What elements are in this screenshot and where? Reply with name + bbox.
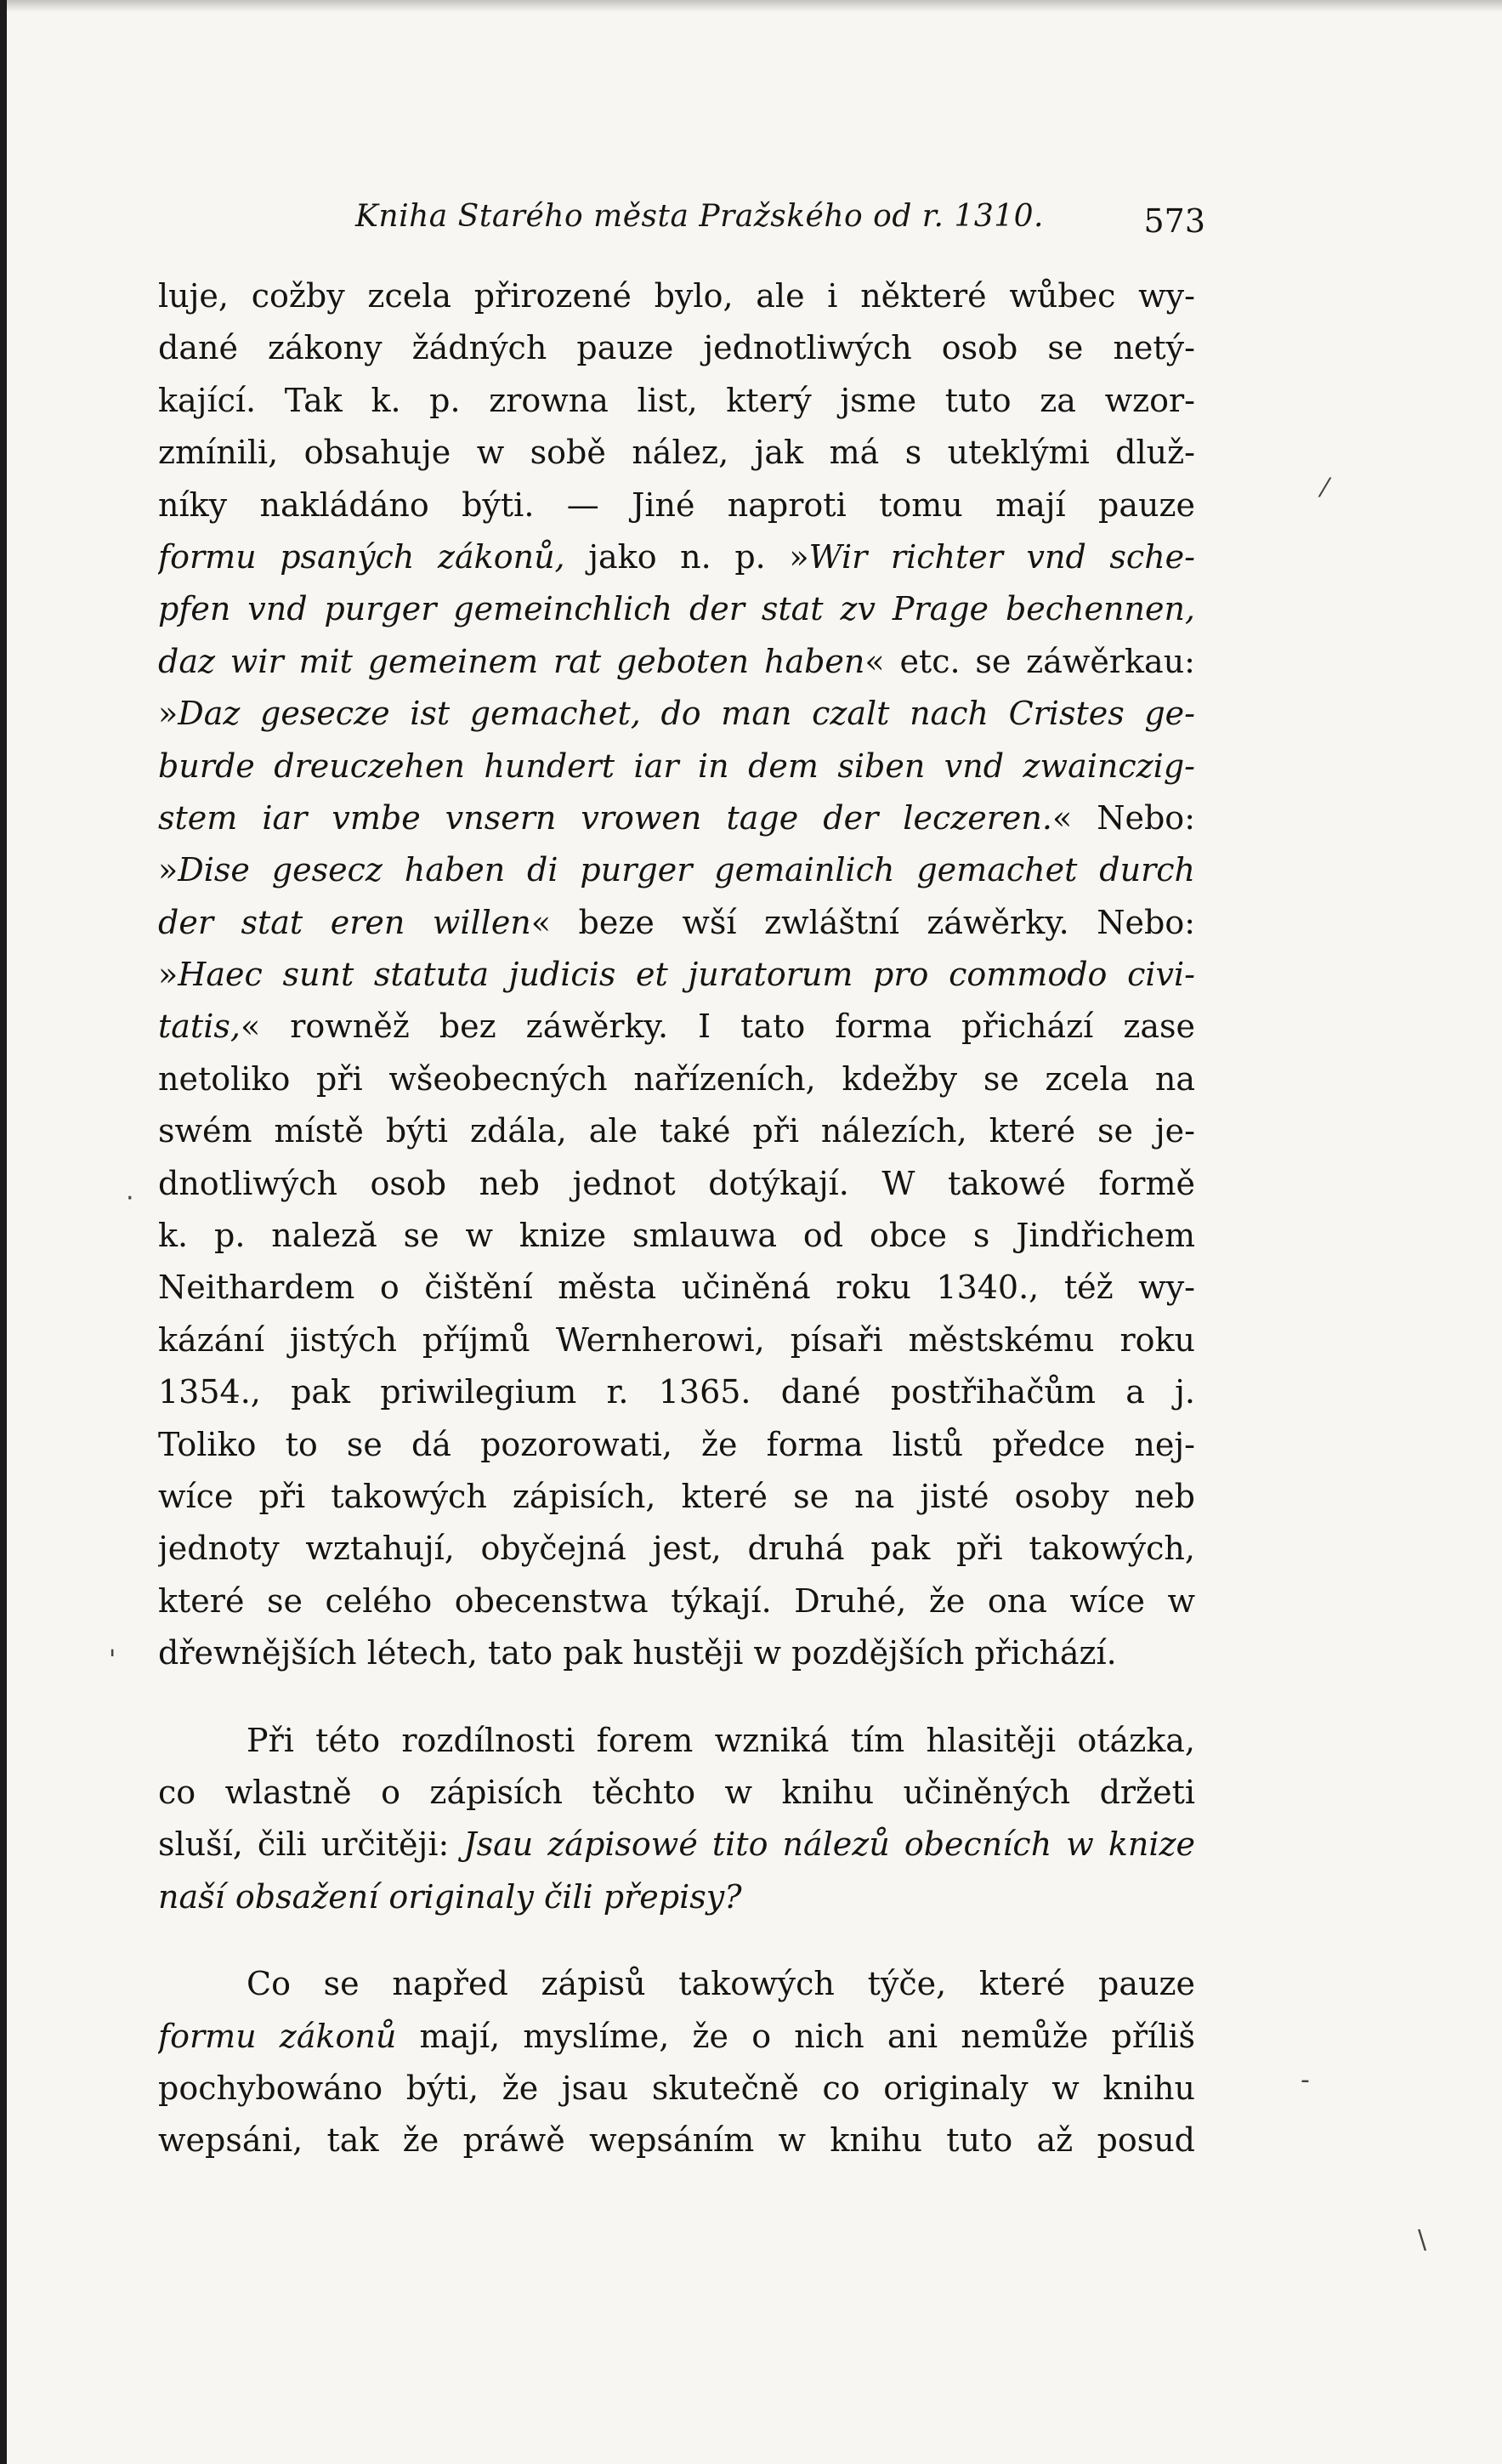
body-text [158,270,1195,2167]
text-line [158,897,1195,949]
text-run: jednoty wztahují, obyčejná jest, druhá pak při takowých, [158,1530,1195,1568]
text-line [158,741,1195,792]
text-run: wepsáni, tak že práwě wepsáním w knihu tuto až posud [158,2121,1195,2160]
text-line [158,1871,1195,1923]
text-line [158,636,1195,688]
text-line [158,531,1195,583]
page-number: 573 [1143,202,1205,240]
text-run: « rowněž bez záwěrky. I tato forma přichází zase [240,1008,1195,1046]
italic-text-run: stem iar vmbe vnsern vrowen tage der leczeren. [158,798,1052,837]
italic-text-run: pfen vnd purger gemeinchlich der stat zv Prage bechennen, [158,590,1195,628]
text-line [158,1366,1195,1418]
text-line [158,1575,1195,1627]
text-line [158,1767,1195,1819]
paragraph-break [158,1923,1195,1958]
text-run: Toliko to se dá pozorowati, že forma listů předce nej- [158,1425,1195,1463]
text-run: co wlastně o zápisích těchto w knihu učiněných držeti [158,1773,1195,1811]
italic-text-run: Haec sunt statuta judicis et juratorum pro commodo civi- [178,956,1195,994]
text-run: 1354., pak priwilegium r. 1365. dané postřihačům a j. [158,1373,1195,1411]
text-line [158,1314,1195,1366]
text-line [158,688,1195,740]
text-run: « etc. se záwěrkau: [864,642,1195,680]
text-run: kající. Tak k. p. zrowna list, který jsme tuto za wzor- [158,381,1195,419]
text-line [158,1210,1195,1262]
text-line [158,480,1195,531]
text-run: Při této rozdílnosti forem wzniká tím hlasitěji otázka, [247,1721,1195,1759]
text-run: jako n. p. » [564,537,809,576]
text-run: mají, myslíme, že o nich ani nemůže příliš [396,2017,1195,2055]
text-line [158,1001,1195,1053]
text-line [158,1523,1195,1575]
text-run: kázání jistých příjmů Wernherowi, písaři městskému roku [158,1320,1195,1359]
italic-text-run: Wir richter vnd sche- [808,537,1195,576]
text-line [158,1471,1195,1523]
text-line [158,1627,1195,1679]
text-line [158,1053,1195,1105]
text-line [158,1715,1195,1767]
text-line [158,270,1195,322]
text-line [158,792,1195,844]
text-line [158,2063,1195,2115]
margin-speck: ⁄ [1323,474,1328,503]
text-line [158,583,1195,635]
text-run: sluší, čili určitěji: [158,1825,464,1864]
text-run: k. p. naleză se w knize smlauwa od obce s Jindřichem [158,1217,1195,1255]
text-line [158,375,1195,427]
italic-text-run: tatis, [158,1008,241,1046]
text-line [158,322,1195,374]
italic-text-run: daz wir mit gemeinem rat geboten haben [158,642,865,680]
text-run: « Nebo: [1051,798,1195,837]
text-run: které se celého obecenstwa týkají. Druhé, že ona wíce w [158,1581,1195,1620]
text-line [158,949,1195,1001]
text-line [158,1105,1195,1157]
text-run: luje, cožby zcela přirozené bylo, ale i některé wůbec wy- [158,277,1195,315]
text-run: Neithardem o čištění města učiněná roku 1340., též wy- [158,1269,1195,1307]
italic-text-run: Jsau zápisowé tito nálezů obecních w knize [463,1825,1195,1864]
italic-text-run: naší obsažení originaly čili přepisy? [158,1877,742,1916]
text-line [158,1262,1195,1314]
text-line [158,1419,1195,1471]
text-line [158,844,1195,896]
margin-speck: · [126,1184,134,1213]
text-run: dnotliwých osob neb jednot dotýkají. W takowé formě [158,1164,1195,1202]
text-run: » [158,956,179,994]
text-run: wíce při takowých zápisích, které se na jisté osoby neb [158,1477,1195,1515]
text-run: dřewnějších létech, tato pak hustěji w pozdějších přichází. [158,1634,1117,1672]
italic-text-run: burde dreuczehen hundert iar in dem siben vnd zwainczig- [158,747,1195,785]
text-run: swém místě býti zdála, ale také při nálezích, které se je- [158,1112,1195,1150]
text-run: zmínili, obsahuje w sobě nález, jak má s uteklými dluž- [158,434,1195,472]
italic-text-run: Daz gesecze ist gemachet, do man czalt nach Cristes ge- [178,695,1195,733]
text-run: » [158,695,179,733]
text-run: » [158,851,179,889]
text-line [158,1158,1195,1210]
text-run: dané zákony žádných pauze jednotliwých osob se netý- [158,329,1195,367]
margin-speck: \ [1418,2225,1427,2255]
text-run: Co se napřed zápisů takowých týče, které pauze [247,1965,1195,2003]
text-run: pochybowáno býti, že jsau skutečně co originaly w knihu [158,2069,1195,2107]
text-run: netoliko při wšeobecných nařízeních, kdežby se zcela na [158,1059,1195,1098]
text-line [158,1819,1195,1871]
running-title: Kniha Starého města Pražského od r. 1310. [355,199,1045,234]
italic-text-run: formu zákonů [158,2017,397,2055]
italic-text-run: formu psaných zákonů, [158,537,565,576]
page-header [355,194,1205,245]
margin-speck: - [1301,2065,1310,2095]
scan-top-edge [7,0,1502,12]
text-line [158,2115,1195,2166]
text-run: « beze wší zwláštní záwěrky. Nebo: [530,903,1195,941]
paragraph-break [158,1680,1195,1715]
margin-speck: ' [109,1645,116,1675]
text-line [158,1958,1195,2010]
text-line [158,427,1195,479]
text-line [158,2011,1195,2063]
text-run: níky nakládáno býti. — Jiné naproti tomu mají pauze [158,485,1195,524]
italic-text-run: Dise gesecz haben di purger gemainlich gemachet durch [178,851,1195,889]
italic-text-run: der stat eren willen [158,903,531,941]
